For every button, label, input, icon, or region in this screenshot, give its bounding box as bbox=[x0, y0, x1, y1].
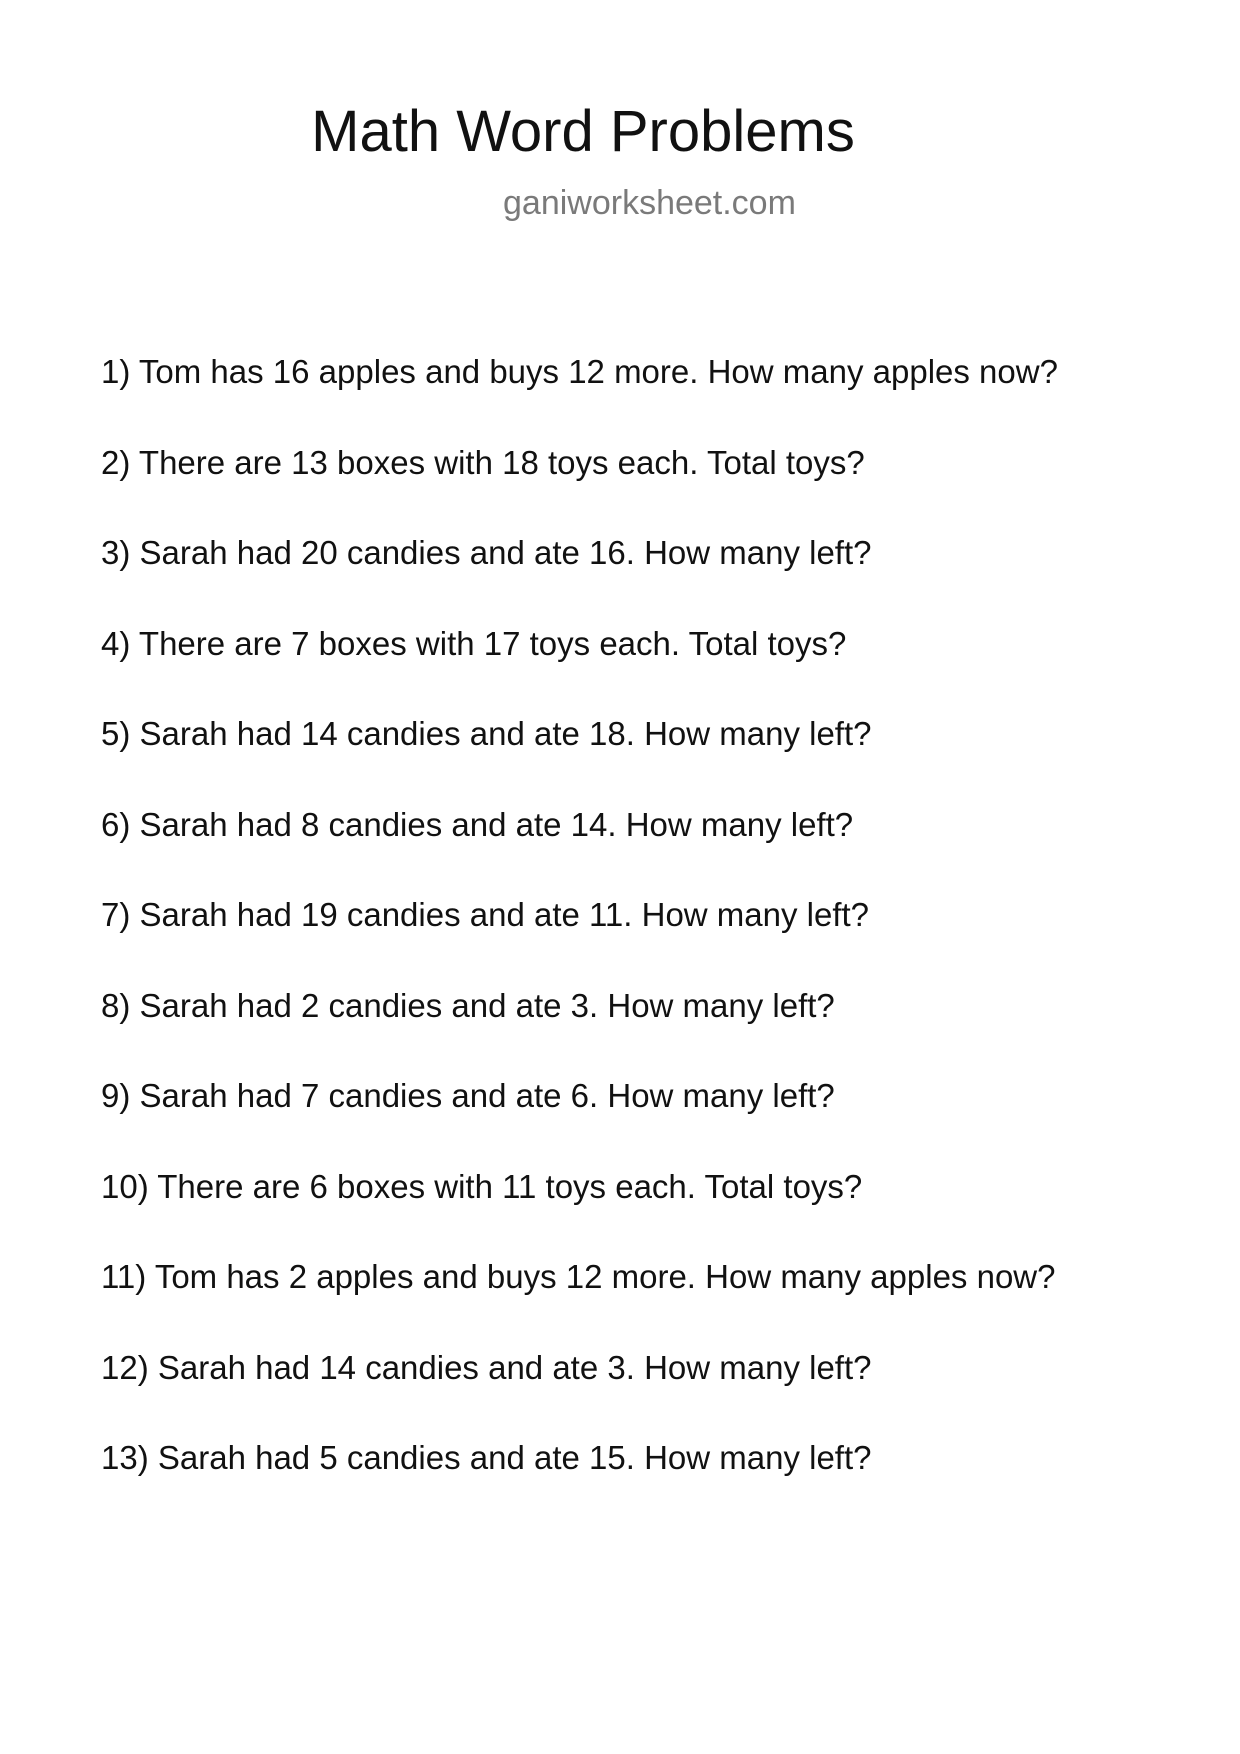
problem-item: 12) Sarah had 14 candies and ate 3. How many left? bbox=[101, 1348, 872, 1386]
problem-item: 3) Sarah had 20 candies and ate 16. How many left? bbox=[101, 534, 872, 571]
problem-item: 5) Sarah had 14 candies and ate 18. How many left? bbox=[101, 715, 872, 752]
page-title: Math Word Problems bbox=[311, 99, 855, 164]
problem-item: 4) There are 7 boxes with 17 toys each. Total toys? bbox=[101, 624, 847, 662]
problem-item: 2) There are 13 boxes with 18 toys each. Total toys? bbox=[101, 443, 865, 481]
source-website: ganiworksheet.com bbox=[503, 184, 796, 222]
problem-item: 13) Sarah had 5 candies and ate 15. How many left? bbox=[101, 1439, 872, 1476]
problem-item: 7) Sarah had 19 candies and ate 11. How many left? bbox=[101, 896, 870, 933]
problem-item: 8) Sarah had 2 candies and ate 3. How many left? bbox=[101, 986, 835, 1024]
problem-item: 1) Tom has 16 apples and buys 12 more. How many apples now? bbox=[101, 353, 1058, 390]
problem-item: 9) Sarah had 7 candies and ate 6. How many left? bbox=[101, 1077, 835, 1114]
problem-item: 10) There are 6 boxes with 11 toys each. Total toys? bbox=[101, 1167, 863, 1205]
problem-list bbox=[101, 351, 1058, 1528]
problem-item: 11) Tom has 2 apples and buys 12 more. How many apples now? bbox=[101, 1258, 1056, 1295]
problem-item: 6) Sarah had 8 candies and ate 14. How many left? bbox=[101, 805, 854, 843]
